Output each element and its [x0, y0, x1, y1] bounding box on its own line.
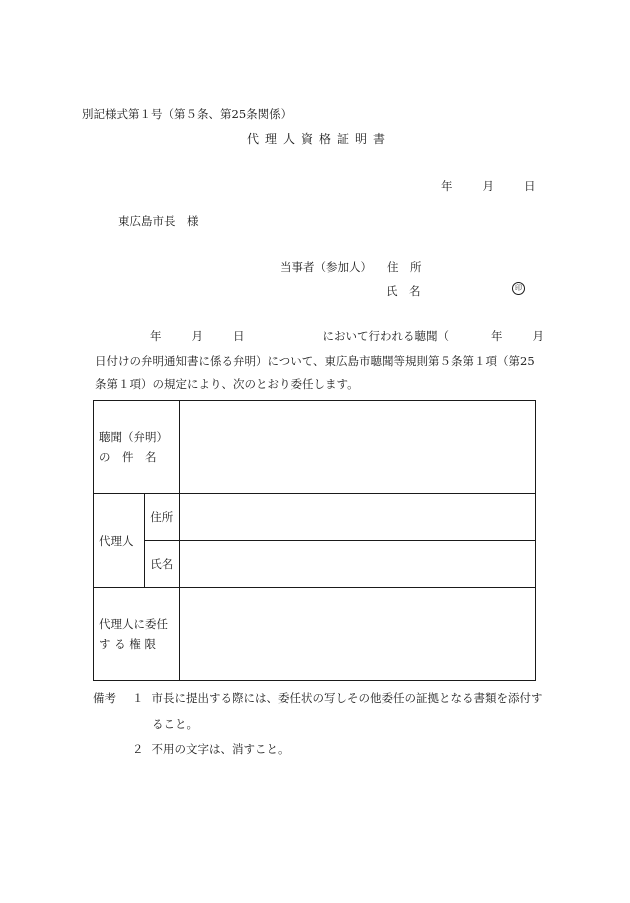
body-line-3: 条第１項）の規定により、次のとおり委任します。	[95, 377, 359, 391]
agent-label: 代理人	[94, 494, 145, 588]
delegation-table	[93, 400, 536, 681]
body-hearing-text: において行われる聴聞（	[322, 329, 449, 343]
seal-mark: 印	[512, 282, 525, 295]
hearing-subject-label	[94, 401, 180, 494]
agent-name-field[interactable]	[180, 541, 536, 588]
hearing-subject-field[interactable]	[180, 401, 536, 494]
date-month: 月	[482, 179, 494, 193]
note-2	[132, 741, 290, 757]
authority-field[interactable]	[180, 588, 536, 681]
hearing-label-line-2: の 件 名	[99, 450, 157, 464]
note-2-number: ２	[132, 742, 144, 756]
body-line-2: 日付けの弁明通知書に係る弁明）について、東広島市聴聞等規則第５条第１項（第25	[95, 354, 535, 368]
agent-address-label: 住所	[144, 494, 179, 541]
party-address-label: 住 所	[387, 260, 422, 274]
date-day: 日	[524, 179, 536, 193]
note-1-number: １	[132, 691, 144, 705]
date-line	[441, 178, 536, 194]
note-2-text: 不用の文字は、消すこと。	[151, 742, 290, 756]
document-title: 代理人資格証明書	[246, 132, 391, 146]
date-year: 年	[441, 179, 453, 193]
authority-label-line-2: す る 権 限	[99, 637, 156, 651]
body-year: 年	[150, 329, 162, 343]
body-line-1	[150, 328, 544, 344]
body-day: 日	[233, 329, 245, 343]
note-1	[132, 690, 543, 706]
form-number: 別記様式第１号（第５条、第25条関係）	[82, 107, 293, 121]
body-month: 月	[191, 329, 203, 343]
party-label: 当事者（参加人）	[280, 260, 372, 274]
party-line	[280, 259, 422, 275]
authority-label	[94, 588, 180, 681]
addressee: 東広島市長 様	[118, 214, 199, 228]
note-1-text: 市長に提出する際には、委任状の写しその他委任の証拠となる書類を添付す	[151, 691, 543, 705]
body-month-2: 月	[532, 329, 544, 343]
body-year-2: 年	[491, 329, 503, 343]
agent-address-field[interactable]	[180, 494, 536, 541]
authority-label-line-1: 代理人に委任	[99, 617, 168, 631]
notes-label: 備考	[93, 691, 116, 705]
party-name-label: 氏 名	[386, 284, 421, 298]
note-1-continuation: ること。	[152, 717, 198, 731]
hearing-label-line-1: 聴聞（弁明）	[99, 430, 168, 444]
agent-name-label: 氏名	[144, 541, 179, 588]
